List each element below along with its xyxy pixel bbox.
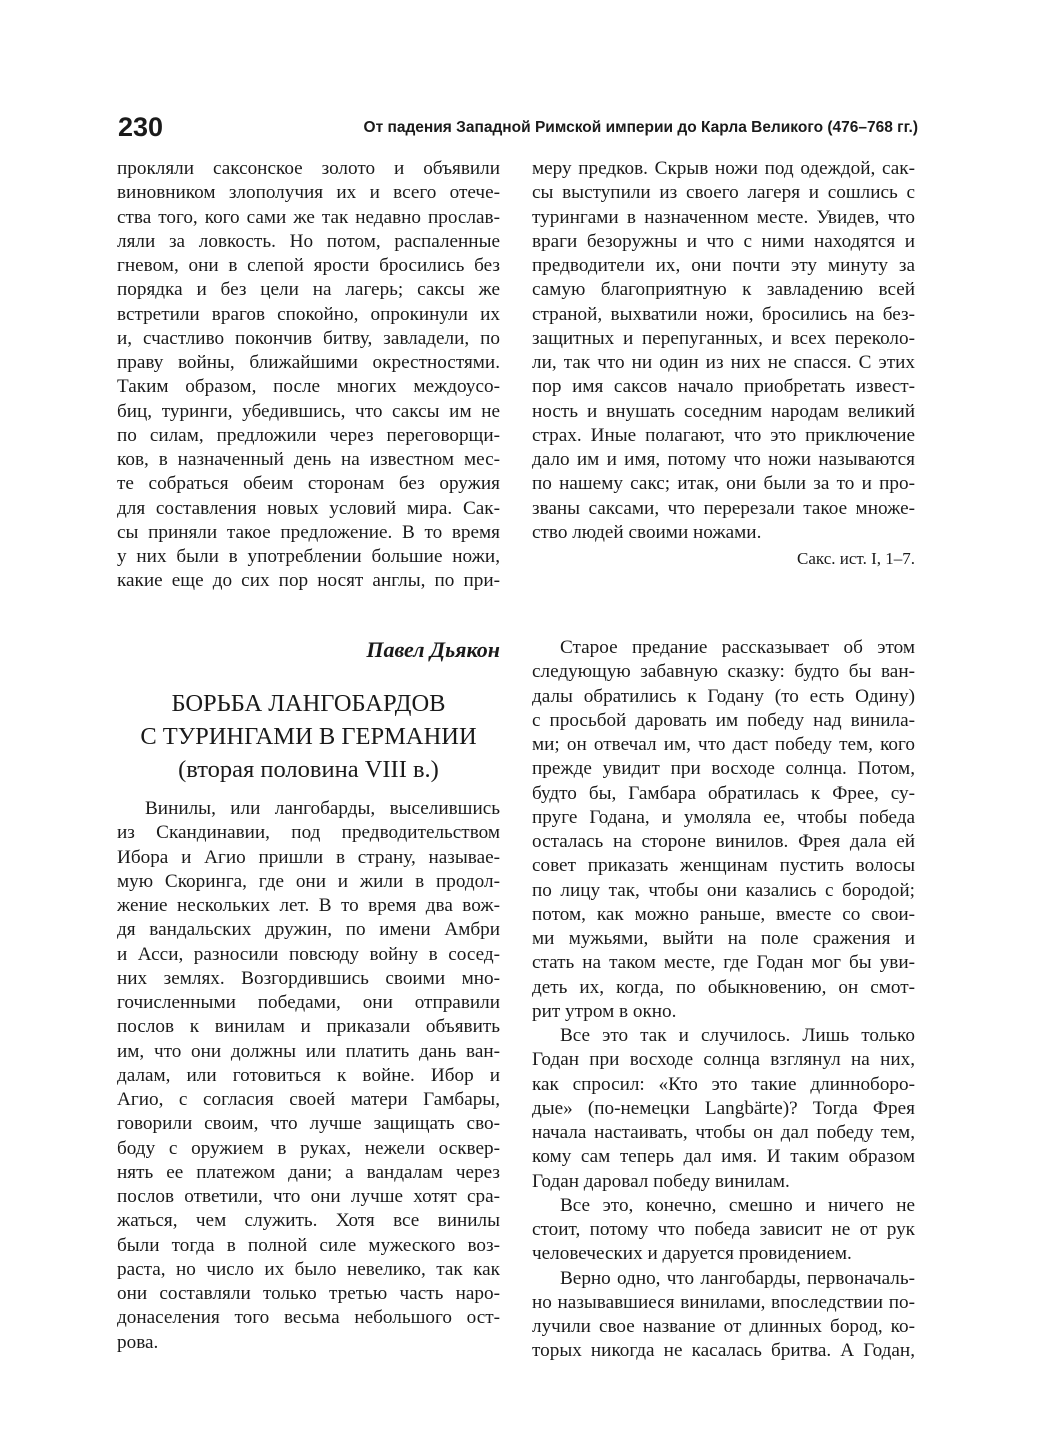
text-line: были тогда в полной силе мужеского воз- bbox=[117, 1234, 500, 1256]
text-line: они составляли только третью часть наро- bbox=[117, 1283, 500, 1304]
running-head: От падения Западной Римской империи до Карла Великого (476–768 гг.) bbox=[363, 119, 918, 136]
text-line: ство людей своими ножами. bbox=[532, 521, 762, 543]
text-column-bottom-right bbox=[532, 636, 915, 1364]
section-title bbox=[117, 687, 500, 786]
text-line: Таким образом, после многих междоусо- bbox=[117, 376, 500, 398]
text-column-bottom-left bbox=[117, 797, 500, 1355]
text-line: для составления новых условий мира. Сак- bbox=[117, 497, 500, 519]
text-line: рова. bbox=[117, 1331, 159, 1353]
text-line: сы приняли такое предложение. В то время bbox=[117, 521, 500, 543]
text-line: виновником злополучия их и всего отече- bbox=[117, 182, 500, 204]
text-line: мую Скоринга, где они и жили в продол- bbox=[117, 870, 500, 892]
text-line: порядка и без цели на лагерь; саксы же bbox=[117, 279, 500, 301]
text-line: ми мужьями, выйти на поле сражения и bbox=[532, 928, 915, 949]
text-line: деть их, когда, по обыкновению, он смот- bbox=[532, 976, 915, 998]
text-line: Агио, с согласия своей матери Гамбары, bbox=[117, 1089, 500, 1110]
text-line: боду с оружием в руках, нежели осквер- bbox=[117, 1137, 500, 1159]
text-line: ства того, кого сами же так недавно прослав- bbox=[117, 206, 500, 228]
text-line: какие еще до сих пор носят англы, по при- bbox=[117, 570, 500, 592]
title-line: БОРЬБА ЛАНГОБАРДОВ bbox=[171, 690, 446, 717]
text-line: предводители их, они почти эту минуту за bbox=[532, 255, 915, 276]
text-line: по силам, предложили через переговорщи- bbox=[117, 424, 500, 446]
text-line: самую благоприятную к завладению всей bbox=[532, 279, 915, 301]
text-line: защитных и перепуганных, и всех переколо- bbox=[532, 327, 915, 349]
text-line: турингами в назначенном месте. Увидев, что bbox=[532, 206, 915, 228]
text-line: дало им и имя, потому что ножи называются bbox=[532, 449, 915, 470]
text-line: осталась на стороне винилов. Фрея дала ей bbox=[532, 831, 915, 852]
text-line: стоит, потому что победа зависит не от рук bbox=[532, 1219, 915, 1240]
text-line: Старое предание рассказывает об этом bbox=[560, 637, 915, 658]
text-line: раста, но число их было невелико, так как bbox=[117, 1258, 500, 1280]
text-line: гочисленными победами, они отправили bbox=[117, 992, 500, 1013]
text-line: меру предков. Скрыв ножи под одеждой, сак- bbox=[532, 158, 915, 179]
author-name: Павел Дьякон bbox=[366, 637, 500, 662]
text-line: сы выступили из своего лагеря и сошлись с bbox=[532, 182, 915, 204]
text-line: начала настаивать, чтобы он дал победу тем, bbox=[532, 1122, 915, 1143]
text-line: далы обратились к Годану (то есть Одину) bbox=[532, 685, 915, 707]
text-line: у них были в употреблении большие ножи, bbox=[117, 546, 500, 567]
text-line: и Асси, разносили повсюду войну в сосед- bbox=[117, 943, 500, 965]
text-line: прокляли саксонское золото и объявили bbox=[117, 158, 500, 179]
text-line: из Скандинавии, под предводительством bbox=[117, 822, 500, 844]
text-line: дые» (по-немецки Langbärte)? Тогда Фрея bbox=[532, 1097, 915, 1119]
text-line: совет приказать женщинам пустить волосы bbox=[532, 855, 915, 877]
text-line: но называвшиеся винилами, впоследствии по- bbox=[532, 1291, 915, 1313]
text-line: встретили врагов спокойно, опрокинули их bbox=[117, 303, 500, 325]
page-number: 230 bbox=[118, 112, 164, 142]
title-subtitle: (вторая половина VIII в.) bbox=[178, 756, 439, 783]
text-line: говорили своим, что лучше защищать сво- bbox=[117, 1113, 500, 1135]
text-line: лучили свое название от длинных бород, ко- bbox=[532, 1316, 915, 1337]
text-line: званы саксами, что перерезали такое множе- bbox=[532, 497, 915, 519]
title-line: С ТУРИНГАМИ В ГЕРМАНИИ bbox=[140, 723, 477, 750]
text-line: кому сам теперь дал имя. И таким образом bbox=[532, 1146, 915, 1168]
text-line: ков, в назначенный день на известном мес- bbox=[117, 449, 500, 470]
text-line: гневом, они в слепой ярости бросились без bbox=[117, 255, 500, 276]
text-line: Винилы, или лангобарды, выселившись bbox=[145, 798, 500, 819]
text-line: жение нескольких лет. В то время два вож- bbox=[117, 895, 500, 916]
text-line: Ибора и Агио пришли в страну, называе- bbox=[117, 846, 500, 868]
text-line: биц, туринги, убедившись, что саксы им не bbox=[117, 400, 500, 422]
text-line: нять ее платежом дани; а вандалам через bbox=[117, 1161, 500, 1183]
text-line: праву войны, ближайшими окрестностями. bbox=[117, 352, 500, 373]
text-line: Все это так и случилось. Лишь только bbox=[560, 1025, 915, 1046]
text-line: потом, как можно раньше, вместе со свои- bbox=[532, 903, 915, 925]
text-line: дя вандальских дружин, по имени Амбри bbox=[117, 919, 500, 941]
text-line: Все это, конечно, смешно и ничего не bbox=[560, 1194, 915, 1216]
source-citation: Сакс. ист. I, 1–7. bbox=[797, 549, 915, 568]
text-line: ми; он отвечал им, что даст победу тем, кого bbox=[532, 734, 915, 755]
text-line: торых никогда не касалась бритва. А Годан, bbox=[532, 1340, 915, 1362]
text-line: донаселения того весьма небольшого ост- bbox=[117, 1307, 500, 1329]
text-line: враги безоружны и что с ними находятся и bbox=[532, 230, 915, 252]
text-line: с просьбой даровать им победу над винила- bbox=[532, 709, 915, 731]
text-line: послов к винилам и приказали объявить bbox=[117, 1016, 500, 1038]
text-line: страх. Иные полагают, что это приключение bbox=[532, 424, 915, 446]
text-line: пор имя саксов начало приобретать извест- bbox=[532, 376, 915, 398]
text-line: Годан при восходе солнца взглянул на них, bbox=[532, 1049, 915, 1071]
text-line: человеческих и даруется провидением. bbox=[532, 1243, 852, 1265]
text-line: рит утром в окно. bbox=[532, 1000, 677, 1022]
text-line: стать на таком месте, где Годан мог бы уви- bbox=[532, 952, 915, 974]
text-line: ли, так что ни один из них не спасся. С этих bbox=[532, 352, 915, 373]
text-line: ляли за ловкость. Но потом, распаленные bbox=[117, 230, 500, 252]
text-line: будто бы, Гамбара обратилась к Фрее, су- bbox=[532, 782, 915, 804]
text-line: по лицу так, чтобы они казались с бородой; bbox=[532, 879, 915, 901]
text-line: следующую забавную сказку: будто бы ван- bbox=[532, 661, 915, 683]
text-line: как спросил: «Кто это такие длинноборо- bbox=[532, 1073, 915, 1095]
text-line: по нашему сакс; итак, они были за то и про- bbox=[532, 473, 915, 495]
text-line: им, что они должны или платить дань ван- bbox=[117, 1040, 500, 1062]
text-line: пруге Годана, и умоляла ее, чтобы победа bbox=[532, 806, 915, 828]
text-line: них землях. Возгордившись своими мно- bbox=[117, 967, 500, 989]
text-column-top-left bbox=[117, 157, 500, 594]
text-line: прежде увидит при восходе солнца. Потом, bbox=[532, 758, 915, 780]
text-line: жаться, чем служить. Хотя все винилы bbox=[117, 1210, 500, 1232]
text-line: Годан даровал победу винилам. bbox=[532, 1170, 790, 1192]
text-line: далам, или готовиться к войне. Ибор и bbox=[117, 1064, 500, 1086]
text-column-top-right bbox=[532, 157, 915, 545]
text-line: те собраться обеим сторонам без оружия bbox=[117, 473, 500, 495]
text-line: страной, выхватили ножи, бросились на без- bbox=[532, 303, 915, 325]
text-line: послов ответили, что они лучше хотят сра- bbox=[117, 1186, 500, 1207]
page-header bbox=[118, 112, 918, 146]
text-line: ность и внушать соседним народам великий bbox=[532, 400, 915, 422]
text-line: и, счастливо покончив битву, завладели, по bbox=[117, 327, 500, 349]
text-line: Верно одно, что лангобарды, первоначаль- bbox=[560, 1267, 915, 1289]
